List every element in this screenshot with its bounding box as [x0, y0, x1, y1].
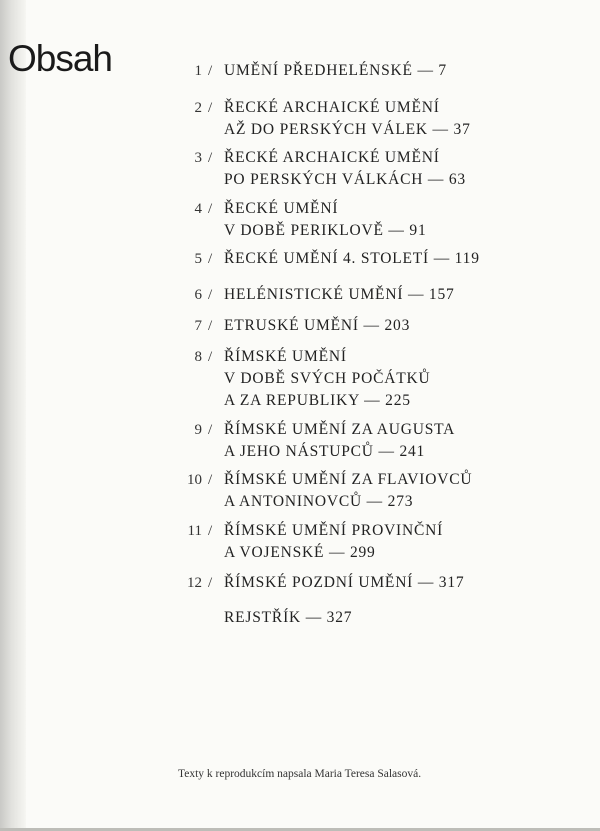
entry-number: 6	[194, 287, 202, 303]
entry-number: 4	[194, 201, 202, 217]
entry-number: 9	[194, 422, 202, 438]
entry-title-line: ETRUSKÉ UMĚNÍ — 203	[224, 317, 411, 334]
entry-separator: /	[208, 251, 213, 267]
entry-title-line: ŘÍMSKÉ UMĚNÍ	[224, 348, 347, 365]
entry-number: 1	[194, 63, 202, 79]
entry-separator: /	[208, 523, 213, 539]
credits-note: Texty k reprodukcím napsala Maria Teresa Salasová.	[178, 768, 422, 780]
entry-number: 11	[187, 523, 202, 539]
entry-title-line: A JEHO NÁSTUPCŮ — 241	[224, 443, 426, 460]
entry-number: 7	[194, 318, 202, 334]
entry-title-line: ŘÍMSKÉ UMĚNÍ PROVINČNÍ	[224, 522, 444, 539]
entry-separator: /	[208, 575, 213, 591]
entry-title-line: AŽ DO PERSKÝCH VÁLEK — 37	[224, 121, 471, 138]
entry-number: 2	[194, 100, 202, 116]
page-spine-shadow	[0, 0, 26, 831]
entry-separator: /	[208, 150, 213, 166]
entry-title-line: A ANTONINOVCŮ — 273	[224, 493, 414, 510]
entry-title-line: REJSTŘÍK — 327	[224, 609, 353, 626]
entry-number: 12	[187, 575, 202, 591]
entry-number: 8	[194, 349, 202, 365]
entry-separator: /	[208, 287, 213, 303]
entry-title-line: PO PERSKÝCH VÁLKÁCH — 63	[224, 171, 466, 188]
entry-title-line: V DOBĚ SVÝCH POČÁTKŮ	[224, 370, 431, 387]
entry-number: 5	[194, 251, 202, 267]
entry-number: 3	[194, 150, 202, 166]
entry-number: 10	[187, 472, 202, 488]
entry-separator: /	[208, 422, 213, 438]
entry-title-line: HELÉNISTICKÉ UMĚNÍ — 157	[224, 286, 455, 303]
page-title: Obsah	[8, 38, 113, 79]
entry-separator: /	[208, 201, 213, 217]
entry-separator: /	[208, 100, 213, 116]
entry-title-line: A VOJENSKÉ — 299	[224, 544, 376, 561]
entry-title-line: A ZA REPUBLIKY — 225	[224, 392, 411, 409]
entry-title-line: ŘÍMSKÉ UMĚNÍ ZA AUGUSTA	[224, 421, 456, 438]
entry-title-line: ŘECKÉ ARCHAICKÉ UMĚNÍ	[224, 149, 440, 166]
entry-title-line: ŘÍMSKÉ UMĚNÍ ZA FLAVIOVCŮ	[224, 471, 473, 488]
entry-title-line: ŘECKÉ UMĚNÍ	[224, 200, 339, 217]
entry-title-line: ŘECKÉ ARCHAICKÉ UMĚNÍ	[224, 99, 440, 116]
entry-title-line: UMĚNÍ PŘEDHELÉNSKÉ — 7	[224, 62, 447, 79]
entry-separator: /	[208, 472, 213, 488]
entry-separator: /	[208, 63, 213, 79]
entry-title-line: V DOBĚ PERIKLOVĚ — 91	[224, 222, 427, 239]
entry-separator: /	[208, 349, 213, 365]
entry-title-line: ŘECKÉ UMĚNÍ 4. STOLETÍ — 119	[224, 250, 480, 267]
entry-title-line: ŘÍMSKÉ POZDNÍ UMĚNÍ — 317	[224, 574, 465, 591]
entry-separator: /	[208, 318, 213, 334]
